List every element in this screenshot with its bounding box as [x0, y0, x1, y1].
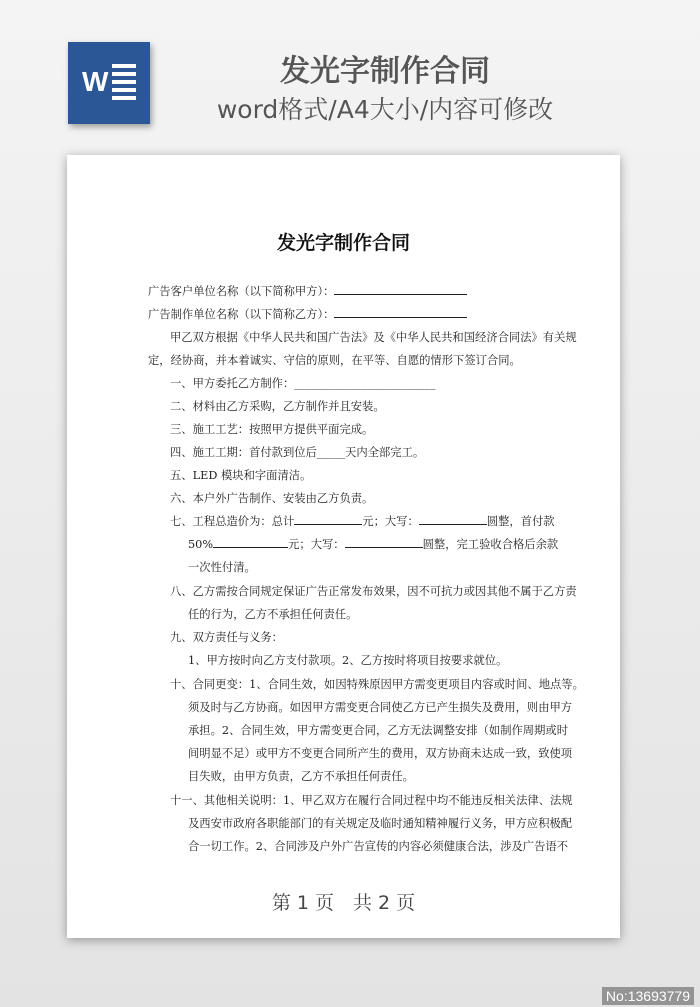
- document-title: 发光字制作合同: [276, 232, 410, 254]
- text: 七、工程总造价为：总计: [170, 515, 295, 528]
- header-subtitle: word格式/A4大小/内容可修改: [216, 95, 554, 124]
- text-line: 目失败，由甲方负责，乙方不承担任何责任。: [188, 770, 414, 783]
- client-line: [148, 283, 467, 299]
- deposit-caps-blank[interactable]: [345, 536, 423, 548]
- text-line: 四、施工工期：首付款到位后_____天内全部完工。: [170, 446, 425, 459]
- word-icon: [68, 42, 150, 124]
- document-page: [67, 155, 620, 938]
- total-blank[interactable]: [294, 513, 362, 525]
- text-line: 任的行为，乙方不承担任何责任。: [188, 608, 358, 621]
- maker-label: 广告制作单位名称（以下简称乙方）：: [148, 308, 335, 321]
- text-line: 一、甲方委托乙方制作：_________________________: [170, 377, 436, 390]
- text-line: 八、乙方需按合同规定保证广告正常发布效果，因不可抗力或因其他不属于乙方责: [170, 585, 577, 598]
- text-line: 甲乙双方根据《中华人民共和国广告法》及《中华人民共和国经济合同法》有关规: [170, 331, 577, 344]
- client-blank[interactable]: [334, 283, 467, 295]
- total-caps-blank[interactable]: [419, 513, 487, 525]
- text-line: 及西安市政府各职能部门的有关规定及临时通知精神履行义务，甲方应积极配: [188, 817, 573, 830]
- text-line: 承担。2、合同生效，甲方需变更合同，乙方无法调整安排（如制作周期或时: [188, 724, 568, 737]
- text-line: 一次性付清。: [188, 561, 256, 574]
- text-line: 间明显不足）或甲方不变更合同所产生的费用，双方协商未达成一致，致使项: [188, 747, 573, 760]
- maker-blank[interactable]: [334, 306, 467, 318]
- maker-line: [148, 306, 467, 322]
- text: 元；大写：: [362, 515, 419, 528]
- text-line: 合一切工作。2、合同涉及户外广告宣传的内容必须健康合法，涉及广告语不: [188, 840, 568, 853]
- text: 圆整，完工验收合格后余款: [422, 538, 559, 551]
- text-line: 五、LED 模块和字面清洁。: [170, 469, 312, 482]
- text: 元；大写：: [288, 538, 345, 551]
- item7-line1: [170, 513, 555, 529]
- word-icon-letter: W: [82, 66, 109, 97]
- page-number: 第 1 页 共 2 页: [271, 892, 416, 914]
- item7-line2: [188, 536, 558, 552]
- deposit-blank[interactable]: [213, 536, 288, 548]
- text: 圆整，首付款: [486, 515, 555, 528]
- text-line: 三、施工工艺：按照甲方提供平面完成。: [170, 423, 374, 436]
- text-line: 十一、其他相关说明：1、甲乙双方在履行合同过程中均不能违反相关法律、法规: [170, 794, 573, 807]
- text-line: 六、本户外广告制作、安装由乙方负责。: [170, 492, 374, 505]
- text: 50%: [188, 538, 214, 551]
- watermark-id: No:13693779: [602, 987, 694, 1005]
- text-line: 须及时与乙方协商。如因甲方需变更合同使乙方已产生损失及费用，则由甲方: [188, 701, 573, 714]
- text-line: 1、甲方按时向乙方支付款项。2、乙方按时将项目按要求就位。: [188, 654, 508, 667]
- text-line: 定，经协商，并本着诚实、守信的原则，在平等、自愿的情形下签订合同。: [148, 354, 521, 367]
- text-line: 九、双方责任与义务：: [170, 631, 283, 644]
- text-line: 十、合同更变：1、合同生效，如因特殊原因甲方需变更项目内容或时间、地点等。: [170, 678, 584, 691]
- client-label: 广告客户单位名称（以下简称甲方）：: [148, 285, 335, 298]
- header-title: 发光字制作合同: [280, 54, 490, 89]
- text-line: 二、材料由乙方采购，乙方制作并且安装。: [170, 400, 385, 413]
